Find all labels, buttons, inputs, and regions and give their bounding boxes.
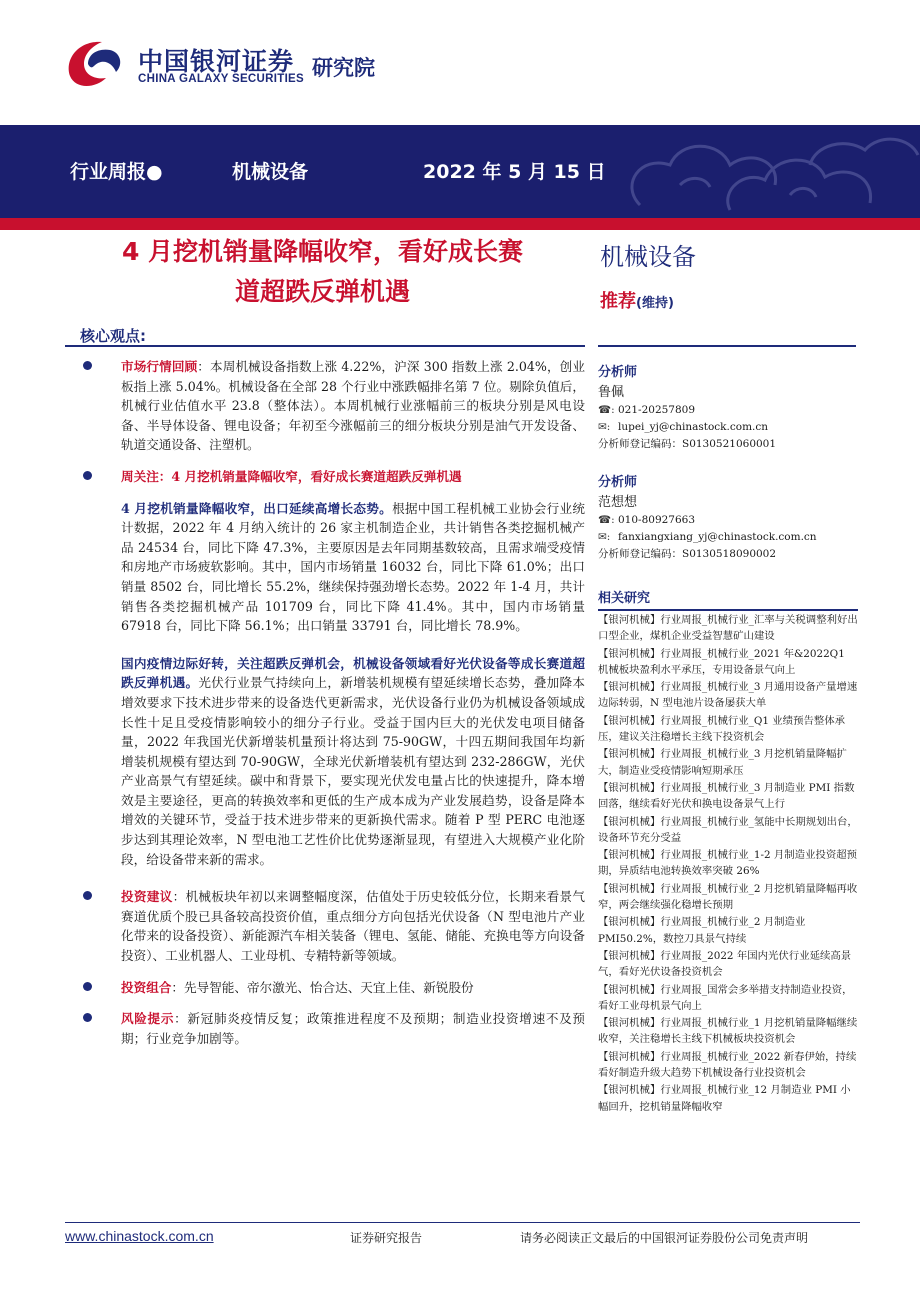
risk-para bbox=[65, 1009, 585, 1048]
related-research-item[interactable]: 【银河机械】行业周报_机械行业_2 月制造业 PMI50.2%，数控刀具景气持续 bbox=[598, 916, 806, 945]
phone-icon: ☎: bbox=[598, 514, 615, 526]
related-research-item[interactable]: 【银河机械】行业周报_机械行业_1 月挖机销量降幅继续收窄，关注稳增长主线下机械板块投资机会 bbox=[598, 1017, 858, 1046]
related-research-item[interactable]: 【银河机械】行业周报_2022 年国内光伏行业延续高景气，看好光伏设备投资机会 bbox=[598, 949, 852, 979]
analyst-name: 鲁佩 bbox=[598, 385, 625, 400]
pv-para bbox=[65, 654, 585, 870]
related-research-item[interactable]: 【银河机械】行业周报_机械行业_汇率与关税调整利好出口型企业，煤机企业受益智慧矿山建设 bbox=[598, 614, 858, 643]
related-research-item[interactable]: 【银河机械】行业周报_机械行业_2021 年&2022Q1 机械板块盈利水平承压，专用设备景气向上 bbox=[598, 647, 845, 676]
report-title-line2: 道超跌反弹机遇 bbox=[234, 277, 410, 306]
related-research-item[interactable]: 【银河机械】行业周报_机械行业_2022 新春伊始，持续看好制造升级大趋势下机械设备行业投资机会 bbox=[598, 1050, 857, 1080]
related-research-item[interactable]: 【银河机械】行业周报_机械行业_3 月挖机销量降幅扩大，制造业受疫情影响短期承压 bbox=[598, 748, 847, 777]
analyst-phone: ☎: 010-80927663 bbox=[598, 512, 858, 529]
main-content bbox=[65, 357, 585, 1048]
analyst-phone: ☎: 021-20257809 bbox=[598, 402, 858, 419]
footer-disclaimer: 请务必阅读正文最后的中国银河证券股份公司免责声明 bbox=[520, 1231, 809, 1245]
related-research-item[interactable]: 【银河机械】行业周报_机械行业_12 月制造业 PMI 小幅回升，挖机销量降幅收窄 bbox=[598, 1084, 851, 1113]
analyst-email[interactable]: ✉: lupei_yj@chinastock.com.cn bbox=[598, 419, 858, 436]
pv-bold: 国内疫情边际好转，关注超跌反弹机会，机械设备领域看好光伏设备等成长赛道超跌反弹机遇。 bbox=[121, 655, 585, 691]
phone-icon: ☎: bbox=[598, 404, 615, 416]
portfolio-para bbox=[65, 978, 585, 998]
weekly-focus-para bbox=[65, 467, 585, 487]
left-rule bbox=[65, 345, 585, 347]
related-research-item[interactable]: 【银河机械】行业周报_机械行业_氢能中长期规划出台，设备环节充分受益 bbox=[598, 815, 858, 844]
bullet-icon bbox=[83, 982, 92, 991]
rating bbox=[600, 287, 674, 313]
analyst-title: 分析师 bbox=[598, 475, 638, 490]
core-view-title: 核心观点: bbox=[80, 327, 146, 345]
footer-label: 证券研究报告 bbox=[350, 1231, 423, 1245]
bullet-icon bbox=[83, 1013, 92, 1022]
analyst-email[interactable]: ✉: fanxiangxiang_yj@chinastock.com.cn bbox=[598, 529, 858, 546]
portfolio-text: ：先导智能、帝尔激光、怡合达、天宜上佳、新锐股份 bbox=[171, 979, 474, 995]
bullet-icon bbox=[83, 361, 92, 370]
galaxy-logo-icon bbox=[62, 36, 124, 92]
header-sector: 机械设备 bbox=[232, 161, 309, 183]
weekly-focus-label: 周关注：4 月挖机销量降幅收窄，看好成长赛道超跌反弹机遇 bbox=[121, 468, 462, 484]
excavator-bold: 4 月挖机销量降幅收窄，出口延续高增长态势。 bbox=[121, 500, 393, 516]
bullet-icon bbox=[83, 891, 92, 900]
analyst-name: 范想想 bbox=[598, 495, 638, 510]
right-rule bbox=[598, 345, 856, 347]
report-title bbox=[65, 232, 580, 312]
report-type: 行业周报● bbox=[70, 161, 163, 183]
mail-icon: ✉: bbox=[598, 531, 611, 543]
related-research-item[interactable]: 【银河机械】行业周报_机械行业_1-2 月制造业投资超预期，异质结电池转换效率突破 26% bbox=[598, 849, 858, 878]
market-review-text: ：本周机械设备指数上涨 4.22%，沪深 300 指数上涨 2.04%，创业板指上涨 5.04%。机械设备在全部 28 个行业中涨跌幅排名第 7 位。剔除负值后，机械行业估值水平 23.8（整体法）。本周机械行业涨幅前三的板块分别是风电设备、半导体设备、锂电设备；年初至今涨幅前三的细分板块分别是油气开发设备、轨道交通设备、注塑机。 bbox=[121, 359, 585, 453]
analyst-reg: 分析师登记编码：S0130518090002 bbox=[598, 548, 777, 560]
institute-name: 研究院 bbox=[312, 56, 375, 80]
report-title-line1: 4 月挖机销量降幅收窄，看好成长赛 bbox=[121, 237, 524, 266]
footer-rule bbox=[65, 1222, 860, 1223]
report-date: 2022 年 5 月 15 日 bbox=[423, 161, 606, 183]
analyst-reg: 分析师登记编码：S0130521060001 bbox=[598, 438, 777, 450]
related-research-item[interactable]: 【银河机械】行业周报_机械行业_Q1 业绩预告整体承压，建议关注稳增长主线下投资机会 bbox=[598, 714, 846, 744]
logo-cn: 中国银河证券 bbox=[138, 47, 295, 76]
side-sector: 机械设备 bbox=[600, 243, 696, 271]
bullet-icon bbox=[83, 471, 92, 480]
invest-advice-label: 投资建议 bbox=[121, 889, 173, 905]
logo-en: CHINA GALAXY SECURITIES bbox=[138, 73, 305, 85]
excavator-text: 根据中国工程机械工业协会行业统计数据，2022 年 4 月纳入统计的 26 家主机制造企业，共计销售各类挖掘机械产品 24534 台，同比下降 47.3%，主要原因是去年同期基数较高，且需求端受疫情和房地产市场疲软影响。其中，国内市场销量 16032 台，同比下降 61.0%；出口销量 8502 台，同比增长 55.2%，继续保持强劲增长态势。2022 年 1-4 月，共计销售各类挖掘机械产品 101709 台，同比下降 41.4%。其中，国内市场销量 67918 台，同比下降 56.1%；出口销量 33791 台，同比增长 78.9%。 bbox=[121, 500, 585, 634]
related-research-item[interactable]: 【银河机械】行业周报_国常会多举措支持制造业投资，看好工业母机景气向上 bbox=[598, 983, 853, 1012]
related-research-item[interactable]: 【银河机械】行业周报_机械行业_2 月挖机销量降幅再收窄，两会继续强化稳增长预期 bbox=[598, 882, 858, 912]
risk-label: 风险提示 bbox=[121, 1011, 175, 1027]
mail-icon: ✉: bbox=[598, 421, 611, 433]
footer-link[interactable]: www.chinastock.com.cn bbox=[65, 1228, 214, 1244]
related-research-item[interactable]: 【银河机械】行业周报_机械行业_3 月通用设备产量增速边际转弱，N 型电池片设备屡获大单 bbox=[598, 681, 858, 710]
risk-text: ：新冠肺炎疫情反复；政策推进程度不及预期；制造业投资增速不及预期；行业竞争加剧等。 bbox=[121, 1011, 586, 1046]
portfolio-label: 投资组合 bbox=[121, 979, 172, 995]
invest-advice-text: ：机械板块年初以来调整幅度深，估值处于历史较低分位，长期来看景气赛道优质个股已具备较高投资价值，重点细分方向包括光伏设备（N 型电池片产业化带来的设备投资）、新能源汽车相关装备（锂电、氢能、储能、充换电等方向设备投资）、工业机器人、工业母机、专精特新等领域。 bbox=[121, 889, 586, 964]
pv-text: 光伏行业景气持续向上，新增装机规模有望延续增长态势，叠加降本增效要求下技术进步带来的设备迭代更新需求，光伏设备行业仍为机械设备领域成长性十足且受疫情影响较小的细分子行业。受益于国内巨大的光伏发电项目储备量，2022 年我国光伏新增装机量预计将达到 75-90GW，十四五期间我国年均新增装机规模有望达到 70-90GW，全球光伏新增装机有望达到 232-286GW，光伏产业高景气有望延续。碳中和背景下，要实现光伏发电量占比的快速提升，降本增效是主要途径，更高的转换效率和更低的生产成本成为产业发展趋势，设备是降本增效的关键环节，受益于技术进步带来的更新换代需求。随着 P 型 PERC 电池逐步达到其理论效率，N 型电池工艺性价比优势逐渐显现，有望进入大规模产业化阶段，给设备带来新的需求。 bbox=[121, 675, 586, 867]
related-research-item[interactable]: 【银河机械】行业周报_机械行业_3 月制造业 PMI 指数回落，继续看好光伏和换电设备景气上行 bbox=[598, 781, 855, 811]
rating-note: (维持) bbox=[636, 296, 674, 311]
market-review-para bbox=[65, 357, 585, 455]
related-research-list bbox=[598, 612, 858, 1115]
related-research-title: 相关研究 bbox=[598, 587, 858, 611]
analyst-title: 分析师 bbox=[598, 365, 638, 380]
cloud-pattern-icon bbox=[580, 125, 920, 220]
market-review-label: 市场行情回顾 bbox=[121, 359, 198, 374]
rating-label: 推荐 bbox=[600, 291, 636, 312]
excavator-para bbox=[65, 499, 585, 636]
sidebar bbox=[598, 357, 858, 1115]
header-red-stripe bbox=[0, 218, 920, 230]
invest-advice-para bbox=[65, 887, 585, 965]
